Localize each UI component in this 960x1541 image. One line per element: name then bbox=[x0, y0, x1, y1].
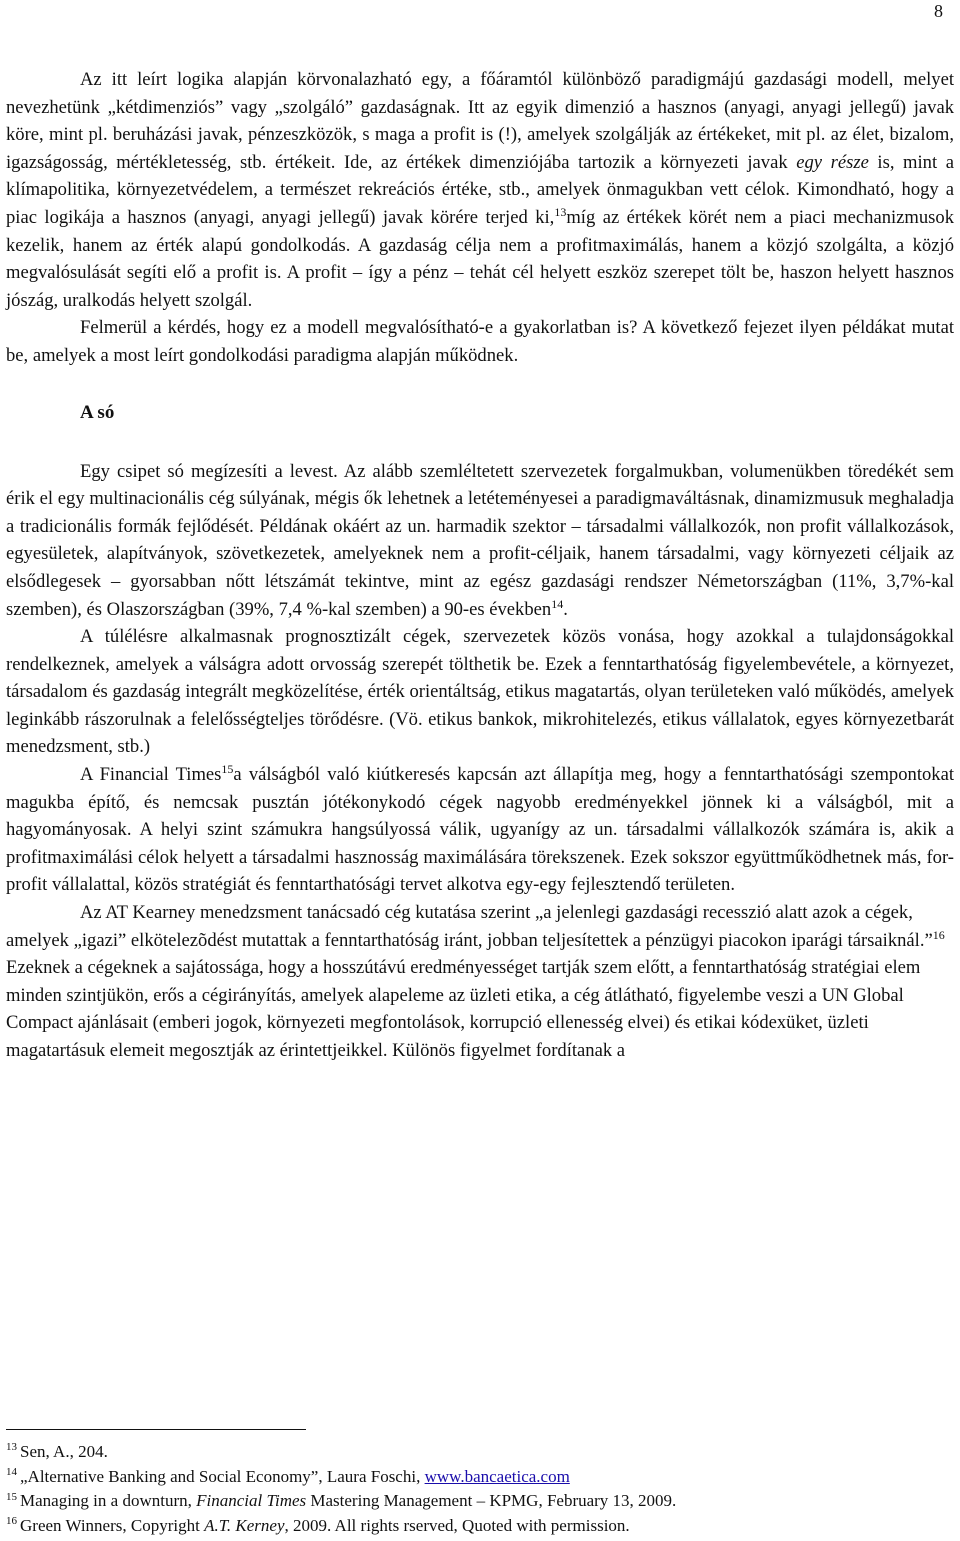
footnote-text: Sen, A., 204. bbox=[20, 1442, 108, 1461]
footnotes bbox=[6, 1440, 954, 1538]
footnote-italic: A.T. Kerney bbox=[204, 1515, 285, 1535]
paragraph-4 bbox=[6, 623, 954, 761]
page-number: 8 bbox=[934, 1, 943, 21]
paragraph-4-text: A túlélésre alkalmasnak prognosztizált cégek, szervezetek közös vonása, hogy azokkal a tulajdonságokkal rendelkeznek, amelyek a válságra adott orvosság szerepét tölthetik be. Ezek a fenntarthatóság figyelembevétele, a környezet, társadalom és gazdaság integrált megközelítése, érték orientáltság, etikus magatartás, olyan területeken való működés, amelyek leginkább rászorulnak a felelősségteljes törődésre. (Vö. etikus bankok, mikrohitelezés, etikus vállalatok, egyes környezetbarát menedzsment, stb.) bbox=[6, 626, 954, 758]
paragraph-6-text-a: Az AT Kearney menedzsment tanácsadó cég kutatása szerint „a jelenlegi gazdasági recesszió alatt azok a cégek, amelyek „igazi” elkötelezõdést mutattak a fenntarthatóság iránt, jobban teljesítettek a pénzügyi piacokon iparági társaiknál.” bbox=[6, 902, 933, 951]
footnote-13 bbox=[6, 1440, 954, 1465]
footnote-text: „Alternative Banking and Social Economy”, Laura Foschi, bbox=[20, 1466, 425, 1486]
footnote-number: 14 bbox=[6, 1465, 17, 1478]
footnote-14 bbox=[6, 1465, 954, 1490]
footnote-number: 16 bbox=[6, 1515, 17, 1528]
footnote-ref-16[interactable]: 16 bbox=[932, 927, 945, 942]
paragraph-1-text-c: míg az értékek körét nem a piaci mechanizmusok kezelik, hanem az érték alapú gondolkodás. A gazdaság célja nem a profitmaximálás, hanem a közjó szolgálta, a közjó megvalósulását segíti elő a profit is. A profit – így a pénz – tehát cél helyett eszköz szerepet tölt be, haszon helyett hasznos jószág, uralkodás helyett szolgál. bbox=[6, 206, 954, 311]
paragraph-1-italic: egy része bbox=[796, 151, 869, 173]
paragraph-6 bbox=[6, 899, 954, 1065]
paragraph-1-text-a: Az itt leírt logika alapján körvonalazható egy, a főáramtól különböző paradigmájú gazdasági modell, melyet nevezhetünk „kétdimenziós” vagy „szolgáló” gazdaságnak. Itt az egyik dimenzió a hasznos (anyagi, anyagi jellegű) javak köre, mint pl. beruházási javak, pénzeszközök, s maga a profit is (!), amelyek szolgálják az értékeket, mit pl. az élet, bizalom, igazságosság, mértékletesség, stb. értékeit. Ide, az értékek dimenziójába tartozik a környezeti javak bbox=[6, 69, 954, 173]
paragraph-3-text-b: . bbox=[563, 598, 568, 620]
body-text bbox=[6, 66, 954, 1065]
footnote-italic: Financial Times bbox=[196, 1491, 307, 1511]
bancaetica-link[interactable]: www.bancaetica.com bbox=[424, 1466, 570, 1486]
paragraph-6-text-b: Ezeknek a cégeknek a sajátossága, hogy a hosszútávú eredményességet tartják szem előtt, a fenntarthatóság stratégiai elem minden szintjükön, erős a cégirányítás, amelyek alapeleme az üzleti etika, a cég átlátható, figyelembe veszi a UN Global Compact ajánlásait (emberi jogok, környezeti megfontolások, korrupció ellenesség elvei) és etikai kódexüket, üzleti magatartásuk elemeit megosztják az érintettjeikkel. Különös figyelmet fordítanak a bbox=[6, 957, 921, 1061]
paragraph-5-text-b: a válságból való kiútkeresés kapcsán azt állapítja meg, hogy a fenntarthatósági szempontokat magukba építő, és nemcsak pusztán jótékonykodó cégek nagyobb eredményekkel jönnek ki a válságból, mit a hagyományosak. A helyi szint számukra hangsúlyossá válik, ugyanígy az un. társadalmi vállalkozók számára is, akik a profitmaximálási célok helyett a társadalmi hasznosság maximálására törekszenek. Ezek sokszor együttműködhetnek más, for-profit vállalattal, közös stratégiát és fenntarthatósági tervet alkotva egy-egy fejlesztendő területen. bbox=[6, 764, 955, 896]
footnote-ref-13[interactable]: 13 bbox=[554, 204, 567, 219]
footnote-number: 13 bbox=[6, 1441, 17, 1454]
footnote-divider bbox=[6, 1429, 306, 1430]
footnote-number: 15 bbox=[6, 1490, 17, 1503]
paragraph-2: Felmerül a kérdés, hogy ez a modell megvalósítható-e a gyakorlatban is? A következő fejezet ilyen példákat mutat be, amelyek a most leírt gondolkodási paradigma alapján működnek. bbox=[6, 317, 954, 366]
paragraph-5-text-a: A Financial Times bbox=[80, 764, 222, 786]
section-heading: A só bbox=[80, 401, 115, 423]
paragraph-5 bbox=[6, 761, 954, 899]
footnote-text-after: Mastering Management – KPMG, February 13, 2009. bbox=[306, 1491, 677, 1511]
paragraph-3-text-a: Egy csipet só megízesíti a levest. Az alább szemléltetett szervezetek forgalmukban, volumenükben töredékét sem érik el egy multinacionális cég súlyának, mégis ők lehetnek a letéteményesei a paradigmaváltásnak, dinamizmusuk meghaladja a tradicionális formák fejlődését. Példának okáért az un. harmadik szektor – társadalmi vállalkozók, non profit vállalkozások, egyesületek, alapítványok, szövetkezetek, amelyeknek nem a profit-céljaik, hanem társadalmi, vagy környezeti céljaik az elsődlegesek – gyorsabban nőtt létszámát tekintve, mint az egész gazdasági rendszer Németországban (11%, 3,7%-kal szemben), és Olaszországban (39%, 7,4 %-kal szemben) a 90-es években bbox=[6, 460, 954, 620]
paragraph-3 bbox=[6, 458, 954, 624]
paragraph-1-text-b: is, mint a klímapolitika, környezetvédelem, a természet rekreációs értéke, stb., amelyek önmagukban vett célok. Kimondható, hogy a piac logikája a hasznos (anyagi, anyagi jellegű) javak körére terjed ki, bbox=[6, 151, 954, 228]
footnote-15 bbox=[6, 1489, 954, 1514]
footnote-text: Managing in a downturn, bbox=[20, 1491, 197, 1511]
footnote-ref-15[interactable]: 15 bbox=[221, 761, 234, 776]
footnote-ref-14[interactable]: 14 bbox=[551, 596, 564, 611]
paragraph-1 bbox=[6, 66, 954, 314]
footnote-16 bbox=[6, 1514, 954, 1539]
footnote-text-after: , 2009. All rights rserved, Quoted with permission. bbox=[284, 1515, 630, 1535]
footnote-text: Green Winners, Copyright bbox=[20, 1515, 205, 1535]
